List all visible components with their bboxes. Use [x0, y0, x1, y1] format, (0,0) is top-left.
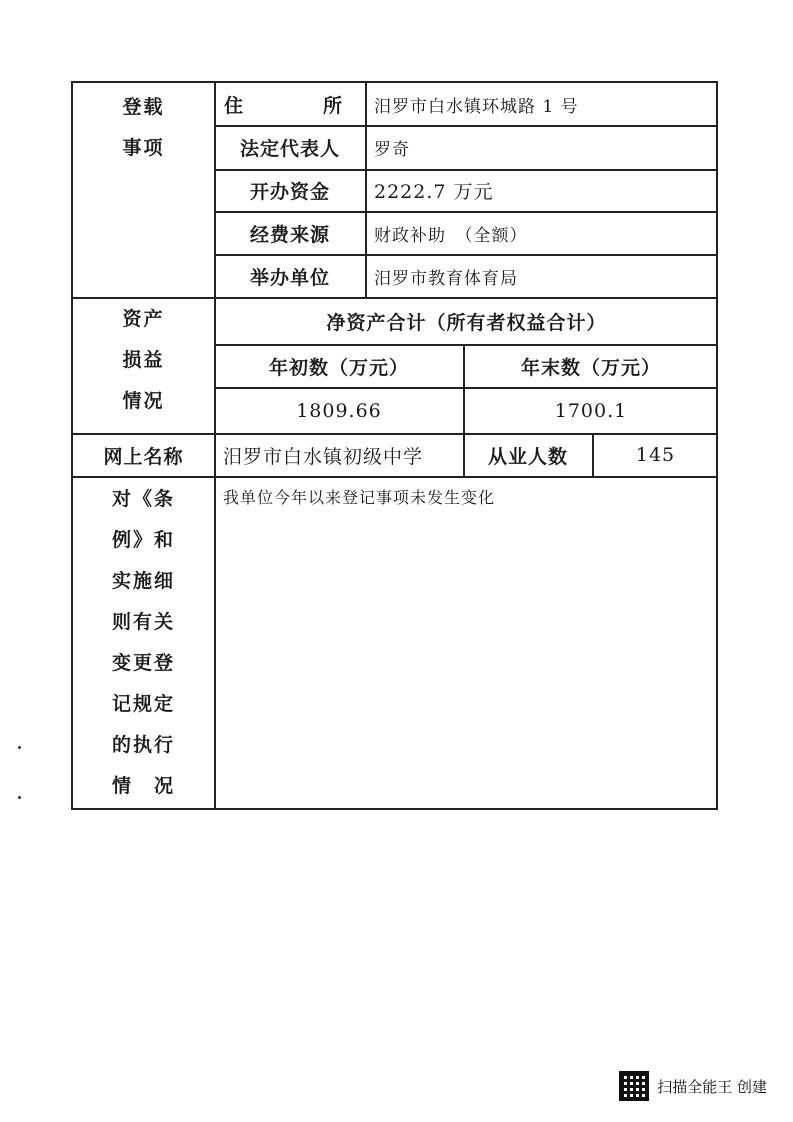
- capital-value: 2222.7 万元: [374, 181, 494, 203]
- assets-label-line: 资产: [122, 308, 165, 330]
- compliance-label-line: 的执行: [111, 734, 175, 756]
- compliance-label-line: 则有关: [111, 611, 175, 633]
- assets-label-line: 情况: [122, 390, 165, 412]
- staff-count-value: 145: [635, 444, 676, 466]
- net-assets-header: 净资产合计（所有者权益合计）: [326, 311, 607, 334]
- begin-year-value: 1809.66: [296, 399, 382, 422]
- compliance-label-line: 情 况: [111, 775, 175, 797]
- compliance-label-line: 例》和: [111, 529, 175, 551]
- compliance-text: 我单位今年以来登记事项未发生变化: [223, 488, 496, 507]
- report-table: [71, 81, 718, 810]
- funding-source-value: 财政补助 （全额）: [374, 225, 528, 246]
- capital-key: 开办资金: [249, 181, 330, 203]
- sponsor-key: 举办单位: [249, 266, 330, 289]
- qr-code-icon: [619, 1071, 649, 1101]
- assets-label: [73, 299, 214, 433]
- compliance-label-line: 变更登: [111, 652, 175, 674]
- address-key: 住 所: [223, 94, 356, 117]
- online-name-value: 汨罗市白水镇初级中学: [223, 445, 424, 468]
- scan-speck: [18, 746, 21, 749]
- begin-year-header: 年初数（万元）: [268, 356, 409, 379]
- compliance-label-line: 对《条: [111, 488, 175, 510]
- end-year-value: 1700.1: [554, 399, 628, 422]
- funding-source-key: 经费来源: [249, 223, 330, 246]
- legal-rep-key: 法定代表人: [239, 138, 340, 160]
- compliance-label-line: 记规定: [111, 693, 175, 715]
- legal-rep-value: 罗奇: [374, 140, 410, 160]
- registration-label-line: 事项: [122, 137, 165, 159]
- compliance-label: [73, 479, 214, 807]
- registration-label: [73, 83, 214, 301]
- assets-label-line: 损益: [122, 349, 165, 371]
- staff-count-label: 从业人数: [487, 445, 568, 468]
- online-name-label: 网上名称: [103, 445, 184, 468]
- end-year-header: 年末数（万元）: [520, 356, 661, 379]
- address-value: 汨罗市白水镇环城路 1 号: [374, 96, 579, 117]
- scanner-watermark: [619, 1071, 767, 1101]
- compliance-label-line: 实施细: [111, 570, 175, 592]
- registration-label-line: 登载: [122, 96, 165, 118]
- watermark-text: 扫描全能王 创建: [657, 1077, 767, 1096]
- scan-speck: [18, 796, 21, 799]
- sponsor-value: 汨罗市教育体育局: [374, 268, 518, 289]
